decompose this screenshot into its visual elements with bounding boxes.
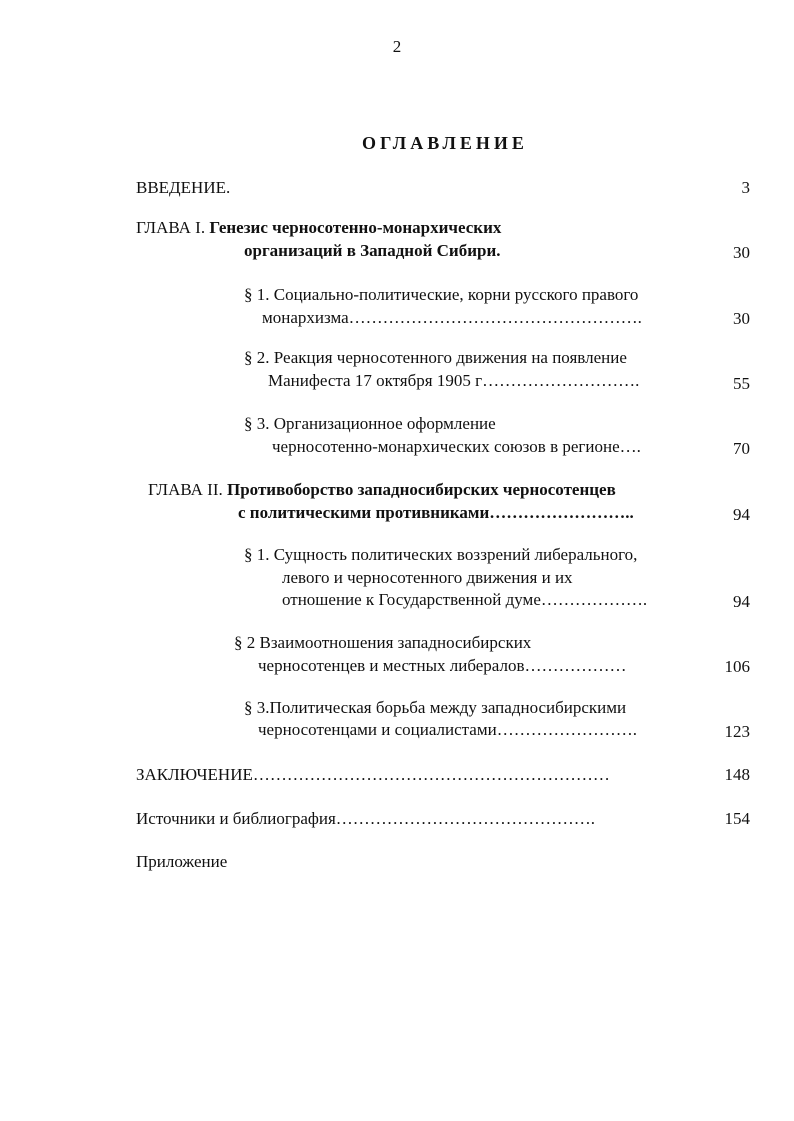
toc-entry-label: ВВЕДЕНИЕ. <box>136 178 231 197</box>
toc-entry-label: Приложение <box>136 852 228 871</box>
toc-entry-page: 123 <box>724 722 750 741</box>
toc-entry-page: 3 <box>741 178 750 197</box>
section-title: § 2. Реакция черносотенного движения на появление <box>244 348 627 367</box>
section-title-continued: левого и черносотенного движения и их <box>282 568 573 587</box>
section-title-continued: черносотенцами и социалистами……………………. <box>258 720 637 739</box>
chapter-title-continued: с политическими противниками…………………….. <box>238 503 634 522</box>
page-number: 2 <box>392 37 402 56</box>
chapter-prefix: ГЛАВА I. <box>136 218 210 237</box>
toc-entry-label: ЗАКЛЮЧЕНИЕ……………………………………………………… <box>136 765 610 784</box>
section-title: § 1. Сущность политических воззрений либерального, <box>244 545 638 564</box>
section-title: § 1. Социально-политические, корни русского правого <box>244 285 639 304</box>
section-title-continued: Манифеста 17 октября 1905 г………………………. <box>268 371 640 390</box>
section-title-continued: монархизма……………………………………………. <box>262 308 642 327</box>
toc-entry-label: Источники и библиография………………………………………. <box>136 809 596 828</box>
toc-entry-page: 30 <box>733 243 750 262</box>
section-title: § 3. Организационное оформление <box>244 414 496 433</box>
toc-entry-page: 94 <box>733 592 750 611</box>
toc-title: ОГЛАВЛЕНИЕ <box>362 133 528 153</box>
toc-entry-page: 94 <box>733 505 750 524</box>
toc-entry-page: 70 <box>733 439 750 458</box>
chapter-title: Генезис черносотенно-монархических <box>209 218 502 237</box>
section-title-continued: отношение к Государственной думе………………. <box>282 590 648 609</box>
toc-entry-page: 55 <box>733 374 750 393</box>
section-title: § 3.Политическая борьба между западносибирскими <box>244 698 627 717</box>
chapter-title: Противоборство западносибирских черносотенцев <box>226 480 616 499</box>
section-title-continued: черносотенно-монархических союзов в регионе…. <box>272 437 641 456</box>
chapter-heading-line <box>136 218 501 238</box>
chapter-title-continued: организаций в Западной Сибири. <box>244 241 501 260</box>
section-title-continued: черносотенцев и местных либералов……………… <box>258 656 627 675</box>
toc-entry-page: 30 <box>733 309 750 328</box>
toc-entry-page: 106 <box>724 657 750 676</box>
chapter-heading-line <box>148 480 616 500</box>
chapter-prefix: ГЛАВА II. <box>148 480 227 499</box>
section-title: § 2 Взаимоотношения западносибирских <box>234 633 532 652</box>
toc-entry-page: 148 <box>724 765 750 784</box>
toc-entry-page: 154 <box>724 809 750 828</box>
